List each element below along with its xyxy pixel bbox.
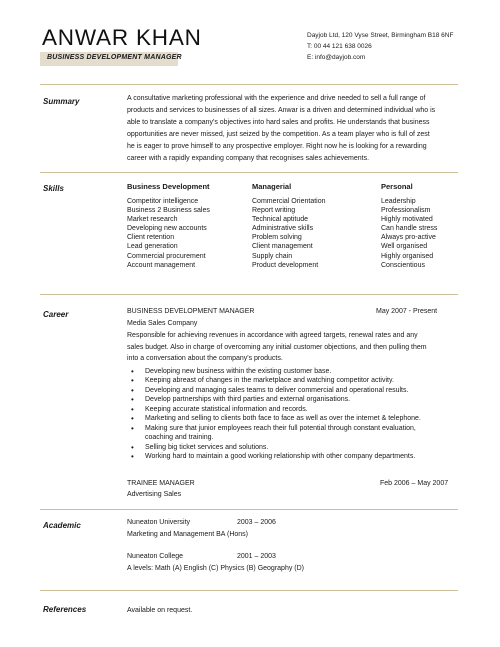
section-label-references: References <box>43 605 87 614</box>
job-title-2: TRAINEE MANAGER <box>127 480 195 487</box>
skills-column-heading: Managerial <box>252 182 292 191</box>
skills-column-business-development <box>127 182 210 270</box>
summary-line: products and services to businesses of all sizes. Anwar is a driven and determined individual who is <box>127 106 436 114</box>
skill-item: Market research <box>127 216 178 224</box>
list-item: • Marketing and selling to clients both face to face as well as over the internet & telephone. <box>131 414 461 423</box>
skill-item: Account management <box>127 261 196 269</box>
list-item: • Developing and managing sales teams to deliver commercial and operational results. <box>131 386 461 395</box>
summary-line: A consultative marketing professional with the experience and drive needed to sell a full range of <box>127 95 426 102</box>
academic-institution-1: Nuneaton University <box>127 519 191 526</box>
skill-item: Supply chain <box>252 252 293 260</box>
description-line: into a conversation about the company's products. <box>127 355 283 362</box>
job-company-2: Advertising Sales <box>127 491 182 498</box>
list-item: • Developing new business within the existing customer base. <box>131 367 461 376</box>
list-item: • Making sure that junior employees reach their full potential through constant evaluation, coaching and training. <box>131 424 445 443</box>
section-label-academic: Academic <box>43 521 81 530</box>
skill-item: Product development <box>252 261 319 269</box>
contact-address: Dayjob Ltd, 120 Vyse Street, Birmingham B18 6NF <box>307 32 454 39</box>
skill-item: Can handle stress <box>381 225 438 233</box>
skill-item: Professionalism <box>381 207 431 215</box>
skill-item: Commercial procurement <box>127 252 206 260</box>
skill-item: Business 2 Business sales <box>127 207 210 215</box>
list-item: • Keeping accurate statistical information and records. <box>131 405 461 414</box>
skills-column-heading: Business Development <box>127 182 210 191</box>
job-duties-list <box>131 367 461 462</box>
contact-email: E: info@dayjob.com <box>307 54 366 61</box>
list-item: • Selling big ticket services and solutions. <box>131 443 461 452</box>
summary-line: able to translate a company's objectives into hard sales and profits. He understands that business <box>127 118 430 126</box>
skill-item: Always pro-active <box>381 234 436 242</box>
skill-item: Leadership <box>381 198 416 205</box>
skill-item: Report writing <box>252 207 296 215</box>
list-item: • Develop partnerships with third parties and external organisations. <box>131 395 461 404</box>
academic-institution-2: Nuneaton College <box>127 553 184 560</box>
divider <box>40 172 458 173</box>
skill-item: Well organised <box>381 243 428 251</box>
candidate-name: ANWAR KHAN <box>42 25 202 50</box>
job-title-1: BUSINESS DEVELOPMENT MANAGER <box>127 308 255 315</box>
skills-column-managerial <box>252 182 326 270</box>
contact-block <box>307 30 453 63</box>
skill-item: Commercial Orientation <box>252 198 326 205</box>
summary-line: career with a rapidly expanding company that recognises sales achievements. <box>127 154 370 162</box>
summary-line: opportunities are never missed, just seized by the competition. As a team player who is full of zest <box>127 130 430 138</box>
job-title: BUSINESS DEVELOPMENT MANAGER <box>47 54 182 61</box>
section-label-summary: Summary <box>43 97 80 106</box>
divider <box>40 84 458 85</box>
summary-text <box>127 93 457 164</box>
skill-item: Client retention <box>127 234 175 242</box>
skill-item: Lead generation <box>127 243 178 251</box>
divider <box>40 509 458 510</box>
skill-item: Client management <box>252 243 313 251</box>
academic-dates-2: 2001 – 2003 <box>237 553 276 560</box>
skill-item: Highly motivated <box>381 216 433 224</box>
section-label-career: Career <box>43 310 69 319</box>
skill-item: Conscientious <box>381 261 425 269</box>
list-item: • Keeping abreast of changes in the marketplace and watching competitor activity. <box>131 376 461 385</box>
references-text: Available on request. <box>127 607 193 614</box>
skills-column-heading: Personal <box>381 182 413 191</box>
contact-phone: T: 00 44 121 638 0026 <box>307 43 372 50</box>
description-line: sales budget. Also in charge of overcoming any initial customer objections, and then pulling them <box>127 343 427 351</box>
academic-detail-2: A levels: Math (A) English (C) Physics (B) Geography (D) <box>127 565 304 572</box>
list-item: • Working hard to maintain a good working relationship with other company departments. <box>131 452 461 461</box>
skills-column-personal <box>381 182 437 270</box>
job-description-1 <box>127 330 457 365</box>
divider <box>40 294 458 295</box>
skill-item: Administrative skills <box>252 225 314 233</box>
skill-item: Developing new accounts <box>127 225 207 233</box>
skill-item: Highly organised <box>381 252 434 260</box>
divider <box>40 590 458 591</box>
skill-item: Problem solving <box>252 234 302 242</box>
description-line: Responsible for achieving revenues in accordance with agreed targets, renewal rates and any <box>127 332 418 339</box>
job-dates-2: Feb 2006 – May 2007 <box>380 480 449 487</box>
summary-line: he is eager to prove himself to any prospective employer. Right now he is looking for a rewarding <box>127 142 427 150</box>
academic-dates-1: 2003 – 2006 <box>237 519 276 526</box>
section-label-skills: Skills <box>43 184 64 193</box>
job-company-1: Media Sales Company <box>127 320 198 327</box>
job-dates-1: May 2007 - Present <box>376 308 438 315</box>
academic-detail-1: Marketing and Management BA (Hons) <box>127 531 249 538</box>
skill-item: Technical aptitude <box>252 216 309 224</box>
skill-item: Competitor intelligence <box>127 198 199 205</box>
